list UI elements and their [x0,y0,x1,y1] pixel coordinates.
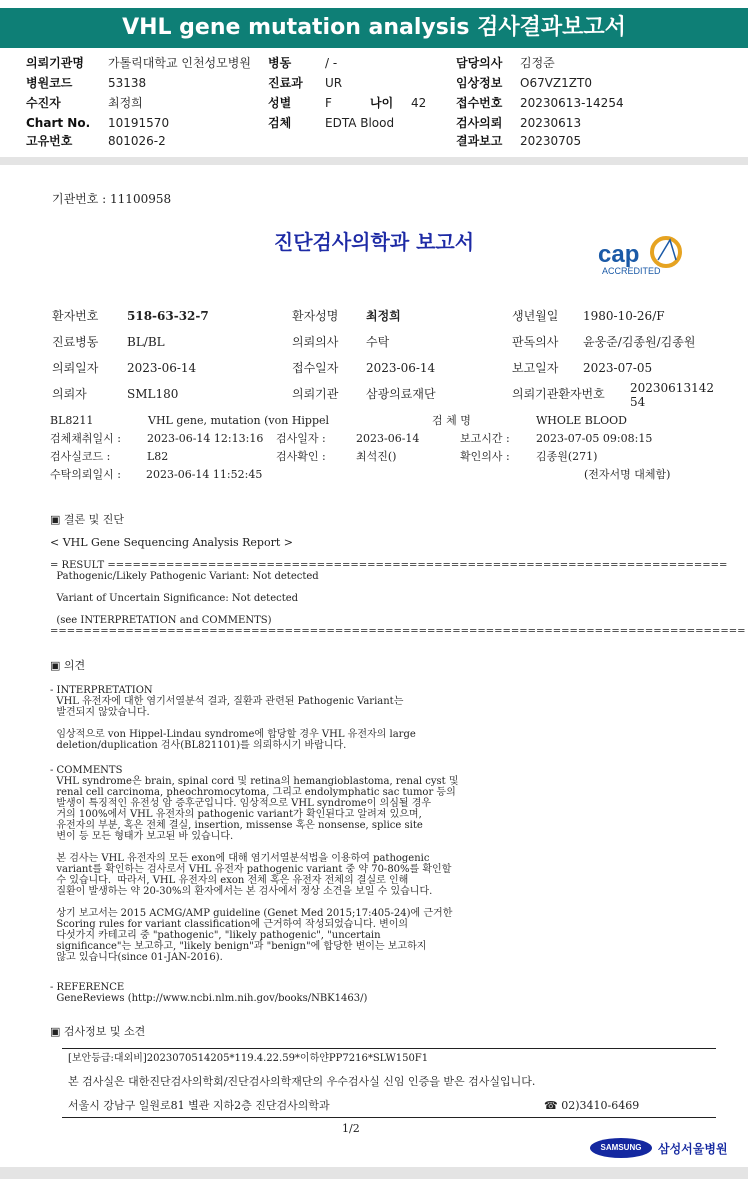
info-label: 생년월일 [512,309,559,323]
test-name: VHL gene, mutation (von Hippel [148,414,330,427]
meta-label: 확인의사 : [460,450,510,463]
header-value: F [325,96,332,110]
result-block: = RESULT ========================================================================== Pathogenic/Likely Pathogenic Variant: Not detected Variant of Uncertain Significance: Not detected (see INTERPRETATION and COMMENTS) =================================================================================== [50,560,746,637]
info-value: SML180 [127,387,179,401]
footer-rule-top [62,1048,716,1049]
hospital-name: 삼성서울병원 [658,1142,728,1156]
meta-value: 2023-07-05 09:08:15 [536,432,653,445]
meta-value: 2023-06-14 12:13:16 [147,432,264,445]
meta-label: 검사실코드 : [50,450,111,463]
specimen-value: WHOLE BLOOD [536,414,627,427]
consign-label: 수탁의뢰일시 : [50,468,121,481]
page-number: 1/2 [342,1122,360,1135]
header-label: 검체 [268,116,292,130]
header-value: 801026-2 [108,134,166,148]
cap-accredited-logo [596,232,691,280]
info-label: 의뢰자 [52,387,87,401]
info-value: 2023-06-14 [366,361,436,375]
meta-value: 2023-06-14 [356,432,420,445]
section-divider [0,157,748,165]
report-banner-title: VHL gene mutation analysis 검사결과보고서 [0,8,748,48]
header-label: 의뢰기관명 [26,56,84,70]
comments-block: - COMMENTS VHL syndrome은 brain, spinal cord 및 retina의 hemangioblastoma, renal cyst 및 renal cell carcinoma, pheochromocytoma, 그리고 endolymphatic sac tumor 등의 발생이 특징적인 유전성 암 증후군입니다. 임상적으로 VHL syndrome이 의심될 경우 거의 100%에서 VHL 유전자의 pathogenic variant가 확인된다고 알려져 있으며, 유전자의 부분, 혹은 전체 결실, insertion, missense 혹은 nonsense, splice site 변이 등 모든 형태가 보고된 바 있습니다. 본 검사는 VHL 유전자의 모든 exon에 대해 염기서열분석법을 이용하여 pathogenic variant를 확인하는 검사로서 VHL 유전자 pathogenic variant 중 약 70-80%를 확인할 수 있습니다. 따라서, VHL 유전자의 exon 전체 혹은 유전자 전체의 결실로 인해 질환이 발생하는 약 20-30%의 환자에서는 본 검사에서 정상 소견을 보일 수 있습니다. 상기 보고서는 2015 ACMG/AMP guideline (Genet Med 2015;17:405-24)에 근거한 Scoring rules for variant classification에 근거하여 작성되었습니다. 변이의 다섯가지 카테고리 중 "pathogenic", "likely pathogenic", "uncertain significance"는 보고하고, "likely benign"과 "benign"에 합당한 변이는 보고하지 않고 있습니다(since 01-JAN-2016). [50,765,459,963]
section-testinfo-heading: ▣ 검사정보 및 소견 [50,1025,146,1038]
info-value: 윤웅준/김종원/김종원 [583,335,696,349]
header-label: 병동 [268,56,292,70]
certification-line: 본 검사실은 대한진단검사의학회/진단검사의학재단의 우수검사실 신임 인증을 받은 검사실입니다. [68,1075,536,1088]
header-value: 10191570 [108,116,170,130]
report-name: < VHL Gene Sequencing Analysis Report > [50,536,293,549]
info-label: 의뢰기관환자번호 [512,387,605,401]
header-value: 20230613-14254 [520,96,624,110]
header-label: 결과보고 [456,134,503,148]
cap-text: cap [598,241,640,268]
meta-label: 보고시간 : [460,432,510,445]
org-number: 기관번호 : 11100958 [52,192,172,206]
lab-address: 서울시 강남구 일원로81 별관 지하2층 진단검사의학과 [68,1099,330,1112]
header-label: 병원코드 [26,76,73,90]
meta-label: 검사확인 : [276,450,326,463]
header-label: 담당의사 [456,56,503,70]
info-label: 의뢰기관 [292,387,339,401]
info-value: 1980-10-26/F [583,309,665,323]
consign-value: 2023-06-14 11:52:45 [146,468,263,481]
header-value: O67VZ1ZT0 [520,76,592,90]
section-opinion-heading: ▣ 의견 [50,659,86,672]
header-label: 임상정보 [456,76,503,90]
info-value: 2023-06-14 [127,361,197,375]
info-label: 판독의사 [512,335,559,349]
report-title: 진단검사의학과 보고서 [273,230,475,254]
info-label: 진료병동 [52,335,99,349]
header-label: 수진자 [26,96,61,110]
header-value: 최정희 [108,96,143,110]
header-label: 검사의뢰 [456,116,503,130]
info-label: 환자성명 [292,309,339,323]
info-value: 삼광의료재단 [366,387,436,401]
footer-rule-bottom [62,1117,716,1118]
info-value: 2023061314254 [630,381,714,409]
info-value: 518-63-32-7 [127,309,209,323]
header-value: 김정준 [520,56,555,70]
header-age-label: 나이 [370,96,394,110]
info-value: 2023-07-05 [583,361,653,375]
specimen-label: 검 체 명 [432,414,471,427]
header-label: 고유번호 [26,134,73,148]
header-value: UR [325,76,343,90]
info-label: 의뢰의사 [292,335,339,349]
samsung-logo-mark: SAMSUNG [590,1138,652,1158]
header-value: 20230613 [520,116,582,130]
header-value: 가톨릭대학교 인천성모병원 [108,56,251,70]
info-value: BL/BL [127,335,165,349]
header-age-value: 42 [411,96,427,110]
section-conclusion-heading: ▣ 결론 및 진단 [50,513,125,526]
meta-value: 김종원(271) [536,450,598,463]
info-value: 최정희 [366,309,401,323]
header-label: 성별 [268,96,292,110]
info-label: 환자번호 [52,309,99,323]
info-label: 접수일자 [292,361,339,375]
meta-label: 검사일자 : [276,432,326,445]
bottom-margin [0,1167,748,1179]
interpretation-block: - INTERPRETATION VHL 유전자에 대한 염기서열분석 결과, 질환과 관련된 Pathogenic Variant는 발견되지 않았습니다. 임상적으로 von Hippel-Lindau syndrome에 합당할 경우 VHL 유전자의 large deletion/duplication 검사(BL821101)를 의뢰하시기 바랍니다. [50,685,416,751]
header-value: / - [325,56,338,70]
header-value: 53138 [108,76,147,90]
meta-value: 최석진() [356,450,397,463]
meta-label: 검체채취일시 : [50,432,121,445]
info-value: 수탁 [366,335,390,349]
info-label: 보고일자 [512,361,559,375]
test-code: BL8211 [50,414,94,427]
cap-accredited-text: ACCREDITED [602,266,661,276]
header-label: Chart No. [26,116,91,130]
esign-note: (전자서명 대체함) [584,468,671,481]
header-value: EDTA Blood [325,116,395,130]
meta-value: L82 [147,450,169,463]
security-line: [보안등급:대외비]2023070514205*119.4.22.59*이하얀PP7216*SLW150F1 [68,1053,429,1064]
header-label: 접수번호 [456,96,503,110]
info-label: 의뢰일자 [52,361,99,375]
lab-phone: ☎ 02)3410-6469 [544,1099,640,1112]
header-label: 진료과 [268,76,303,90]
reference-block: - REFERENCE GeneReviews (http://www.ncbi.nlm.nih.gov/books/NBK1463/) [50,982,368,1004]
header-value: 20230705 [520,134,582,148]
samsung-hospital-logo [590,1136,728,1160]
